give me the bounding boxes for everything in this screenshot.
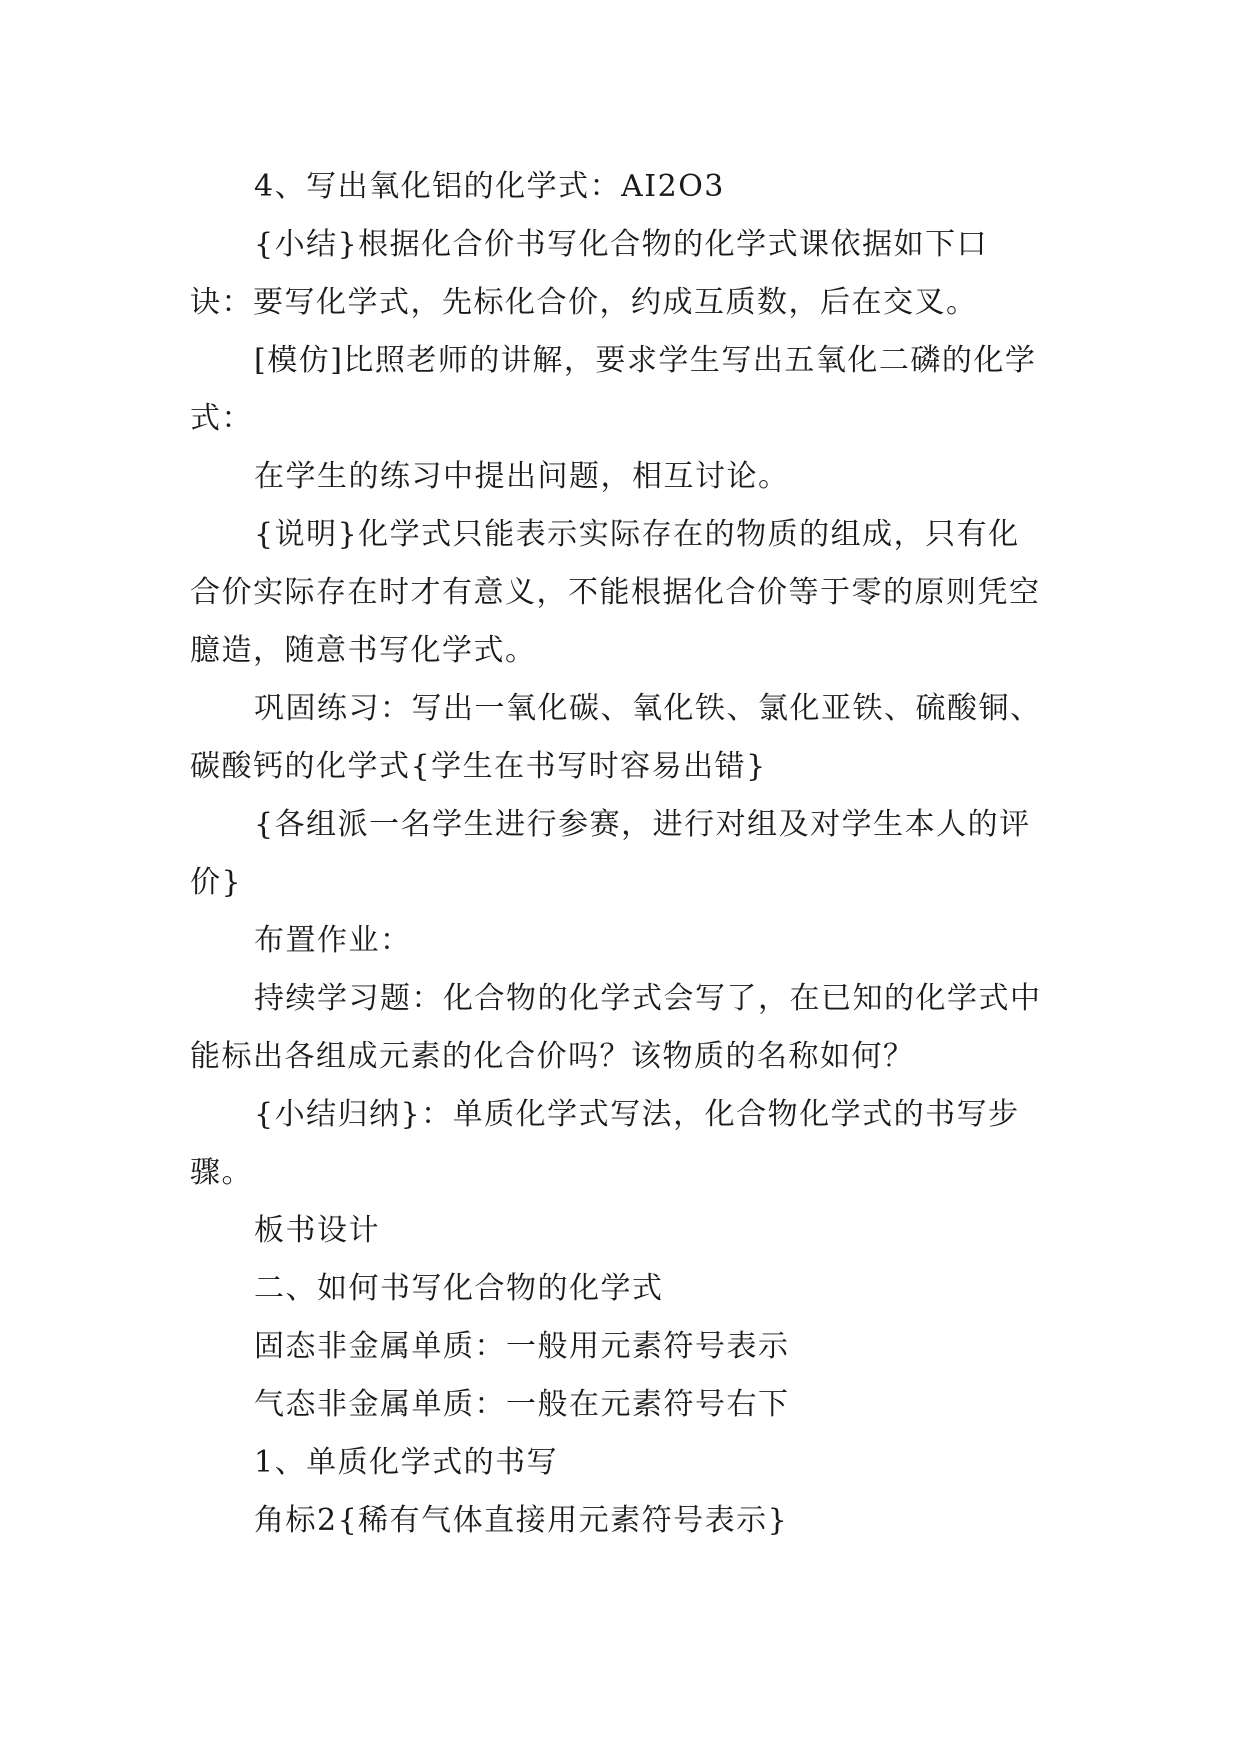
paragraph-explanation: {说明}化学式只能表示实际存在的物质的组成，只有化合价实际存在时才有意义，不能根据化合价等于零的原则凭空臆造，随意书写化学式。 xyxy=(190,517,1041,668)
paragraph-homework-heading: 布置作业： xyxy=(254,923,412,958)
paragraph-solid-nonmetal: 固态非金属单质：一般用元素符号表示 xyxy=(254,1329,790,1364)
paragraph-imitation: [模仿]比照老师的讲解，要求学生写出五氧化二磷的化学式： xyxy=(190,343,1037,436)
paragraph-gaseous-nonmetal: 气态非金属单质：一般在元素符号右下 xyxy=(254,1387,790,1422)
paragraph-discussion: 在学生的练习中提出问题，相互讨论。 xyxy=(254,459,790,494)
paragraph-summary-induction: {小结归纳}：单质化学式写法，化合物化学式的书写步骤。 xyxy=(190,1097,1020,1190)
paragraph-board-design: 板书设计 xyxy=(254,1213,380,1248)
paragraph-practice: 巩固练习：写出一氧化碳、氧化铁、氯化亚铁、硫酸铜、碳酸钙的化学式{学生在书写时容易出错} xyxy=(190,691,1042,784)
document-body xyxy=(190,158,1050,1550)
paragraph-summary-mnemonic: {小结}根据化合价书写化合物的化学式课依据如下口诀：要写化学式，先标化合价，约成互质数，后在交叉。 xyxy=(190,227,989,320)
paragraph-section-two: 二、如何书写化合物的化学式 xyxy=(254,1271,664,1306)
paragraph-element-formula: 1、单质化学式的书写 xyxy=(254,1445,559,1480)
paragraph-continued-study: 持续学习题：化合物的化学式会写了，在已知的化学式中能标出各组成元素的化合价吗？该物质的名称如何？ xyxy=(190,981,1042,1074)
paragraph-group-evaluation: {各组派一名学生进行参赛，进行对组及对学生本人的评价} xyxy=(190,807,1031,900)
paragraph-subscript-two: 角标2{稀有气体直接用元素符号表示} xyxy=(254,1503,789,1538)
paragraph-aluminum-oxide-formula: 4、写出氧化铝的化学式：AI2O3 xyxy=(254,169,725,204)
